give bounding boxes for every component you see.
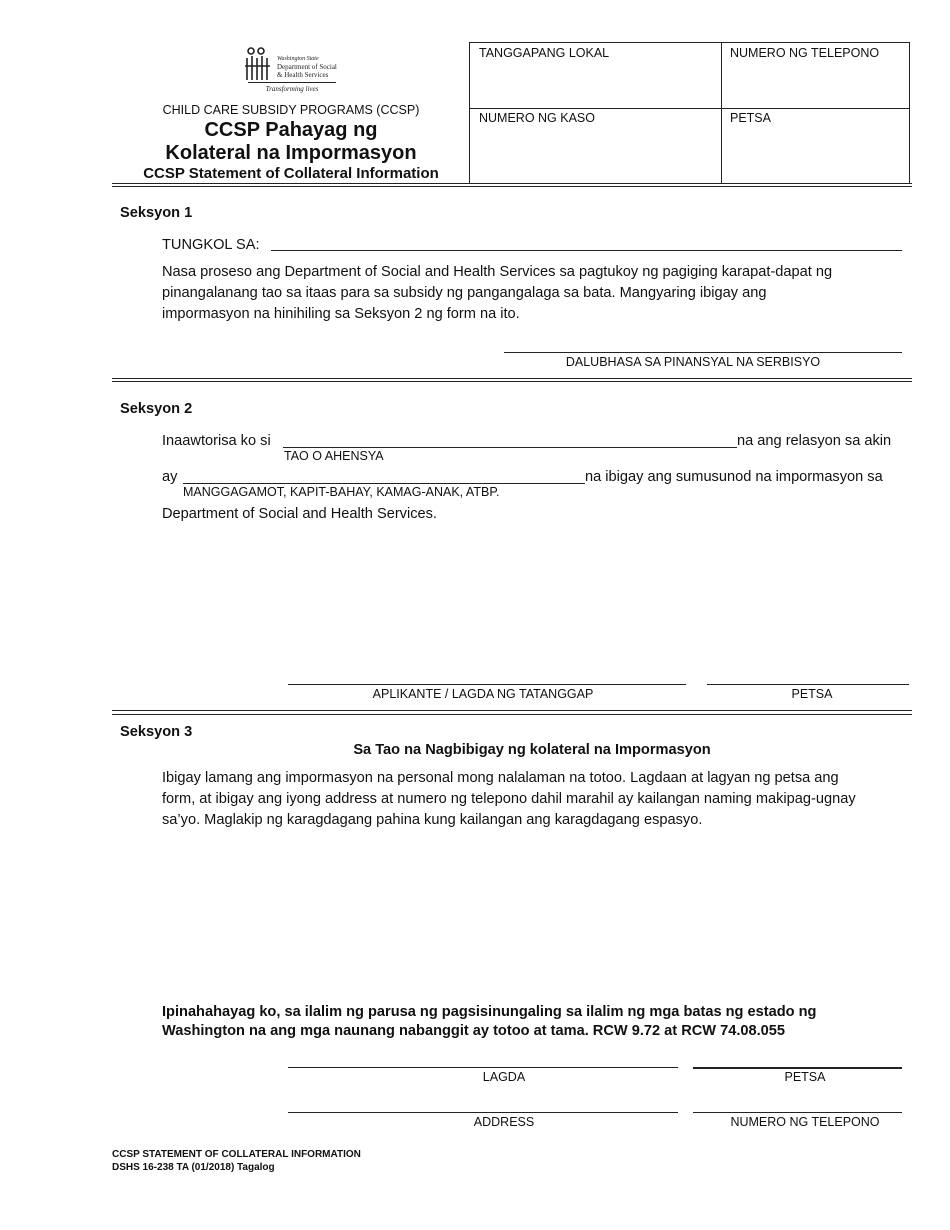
applicant-signature-caption: APLIKANTE / LAGDA NG TATANGGAP (372, 687, 594, 701)
person-agency-input[interactable] (283, 447, 737, 448)
title-line1: CCSP Pahayag ng (204, 119, 378, 141)
date-line[interactable] (693, 1067, 902, 1069)
form-title-english: CCSP Statement of Collateral Information (143, 165, 439, 182)
address-caption: ADDRESS (473, 1115, 535, 1129)
section3-subheading: Sa Tao na Nagbibigay ng kolateral na Impormasyon (353, 742, 711, 758)
applicant-signature-line[interactable] (288, 684, 686, 685)
footer (112, 1148, 361, 1174)
section2-heading: Seksyon 2 (120, 401, 193, 417)
logo-dept-line2: & Health Services (277, 71, 329, 79)
signature-line[interactable] (288, 1067, 678, 1068)
applicant-date-caption: PETSA (791, 687, 833, 701)
authorize-prefix: Inaawtorisa ko si (162, 433, 271, 449)
declaration: Ipinahahayag ko, sa ilalim ng parusa ng pagsisinungaling sa ilalim ng mga batas ng estado ng Washington na ang mga naunang nabanggit ay totoo at tama. RCW 9.72 at RCW 74.08.055 (162, 1004, 817, 1039)
dept-line: Department of Social and Health Services. (162, 506, 437, 522)
section1-paragraph: Nasa proseso ang Department of Social and Health Services sa pagtukoy ng pagiging karapat-dapat ng pinangalanang tao sa itaas para sa subsidy ng pangangalaga sa bata. Mangyaring ibigay ang impormasyon na hinihiling sa Seksyon 2 ng form na ito. (162, 264, 833, 322)
case-number-label[interactable]: NUMERO NG KASO (479, 111, 595, 125)
form-title-tagalog (112, 119, 470, 165)
section1-heading: Seksyon 1 (120, 205, 193, 221)
logo-tagline: Transforming lives (265, 85, 319, 93)
footer-form-title: CCSP STATEMENT OF COLLATERAL INFORMATION (112, 1149, 361, 1160)
specialist-signature-line[interactable] (504, 352, 902, 353)
phone-caption: NUMERO NG TELEPONO (730, 1115, 880, 1129)
address-line[interactable] (288, 1112, 678, 1113)
dshs-emblem-icon (243, 46, 273, 82)
relation-caption: MANGGAGAMOT, KAPIT-BAHAY, KAMAG-ANAK, ATBP. (183, 485, 500, 499)
signature-caption: LAGDA (482, 1070, 526, 1084)
applicant-date-line[interactable] (707, 684, 909, 685)
local-office-label[interactable]: TANGGAPANG LOKAL (479, 46, 610, 60)
logo-state: Washington State (277, 56, 319, 62)
title-line2: Kolateral na Impormasyon (165, 142, 417, 164)
section3-paragraph: Ibigay lamang ang impormasyon na personal mong nalalaman na totoo. Lagdaan at lagyan ng petsa ang form, at ibigay ang iyong address at numero ng telepono dahil marahil ay kailangan naming makipag-ugnay sa’yo. Maglakip ng karagdagang pahina kung kailangan ang karagdagang espasyo. (162, 770, 856, 828)
office-info-box (469, 42, 910, 184)
phone-label[interactable]: NUMERO NG TELEPONO (730, 46, 880, 60)
relationship-input[interactable] (183, 483, 585, 484)
section2-divider (112, 710, 912, 715)
section3-heading: Seksyon 3 (120, 724, 193, 740)
date-label[interactable]: PETSA (730, 111, 771, 125)
program-name: CHILD CARE SUBSIDY PROGRAMS (CCSP) (162, 103, 420, 117)
dshs-logo (240, 46, 344, 96)
section1-divider (112, 378, 912, 382)
logo-dept-line1: Department of Social (277, 63, 337, 71)
date-caption: PETSA (784, 1070, 826, 1084)
authorize-suffix: na ang relasyon sa akin (737, 433, 892, 449)
specialist-caption: DALUBHASA SA PINANSYAL NA SERBISYO (565, 355, 821, 369)
regarding-label: TUNGKOL SA: (162, 237, 260, 253)
person-caption: TAO O AHENSYA (284, 449, 384, 463)
footer-form-number: DSHS 16-238 TA (01/2018) Tagalog (112, 1162, 275, 1173)
ay-suffix: na ibigay ang sumusunod na impormasyon sa (585, 469, 883, 485)
ay-prefix: ay (162, 469, 178, 485)
regarding-input[interactable] (271, 250, 902, 251)
phone-line[interactable] (693, 1112, 902, 1113)
header-divider (112, 183, 912, 187)
